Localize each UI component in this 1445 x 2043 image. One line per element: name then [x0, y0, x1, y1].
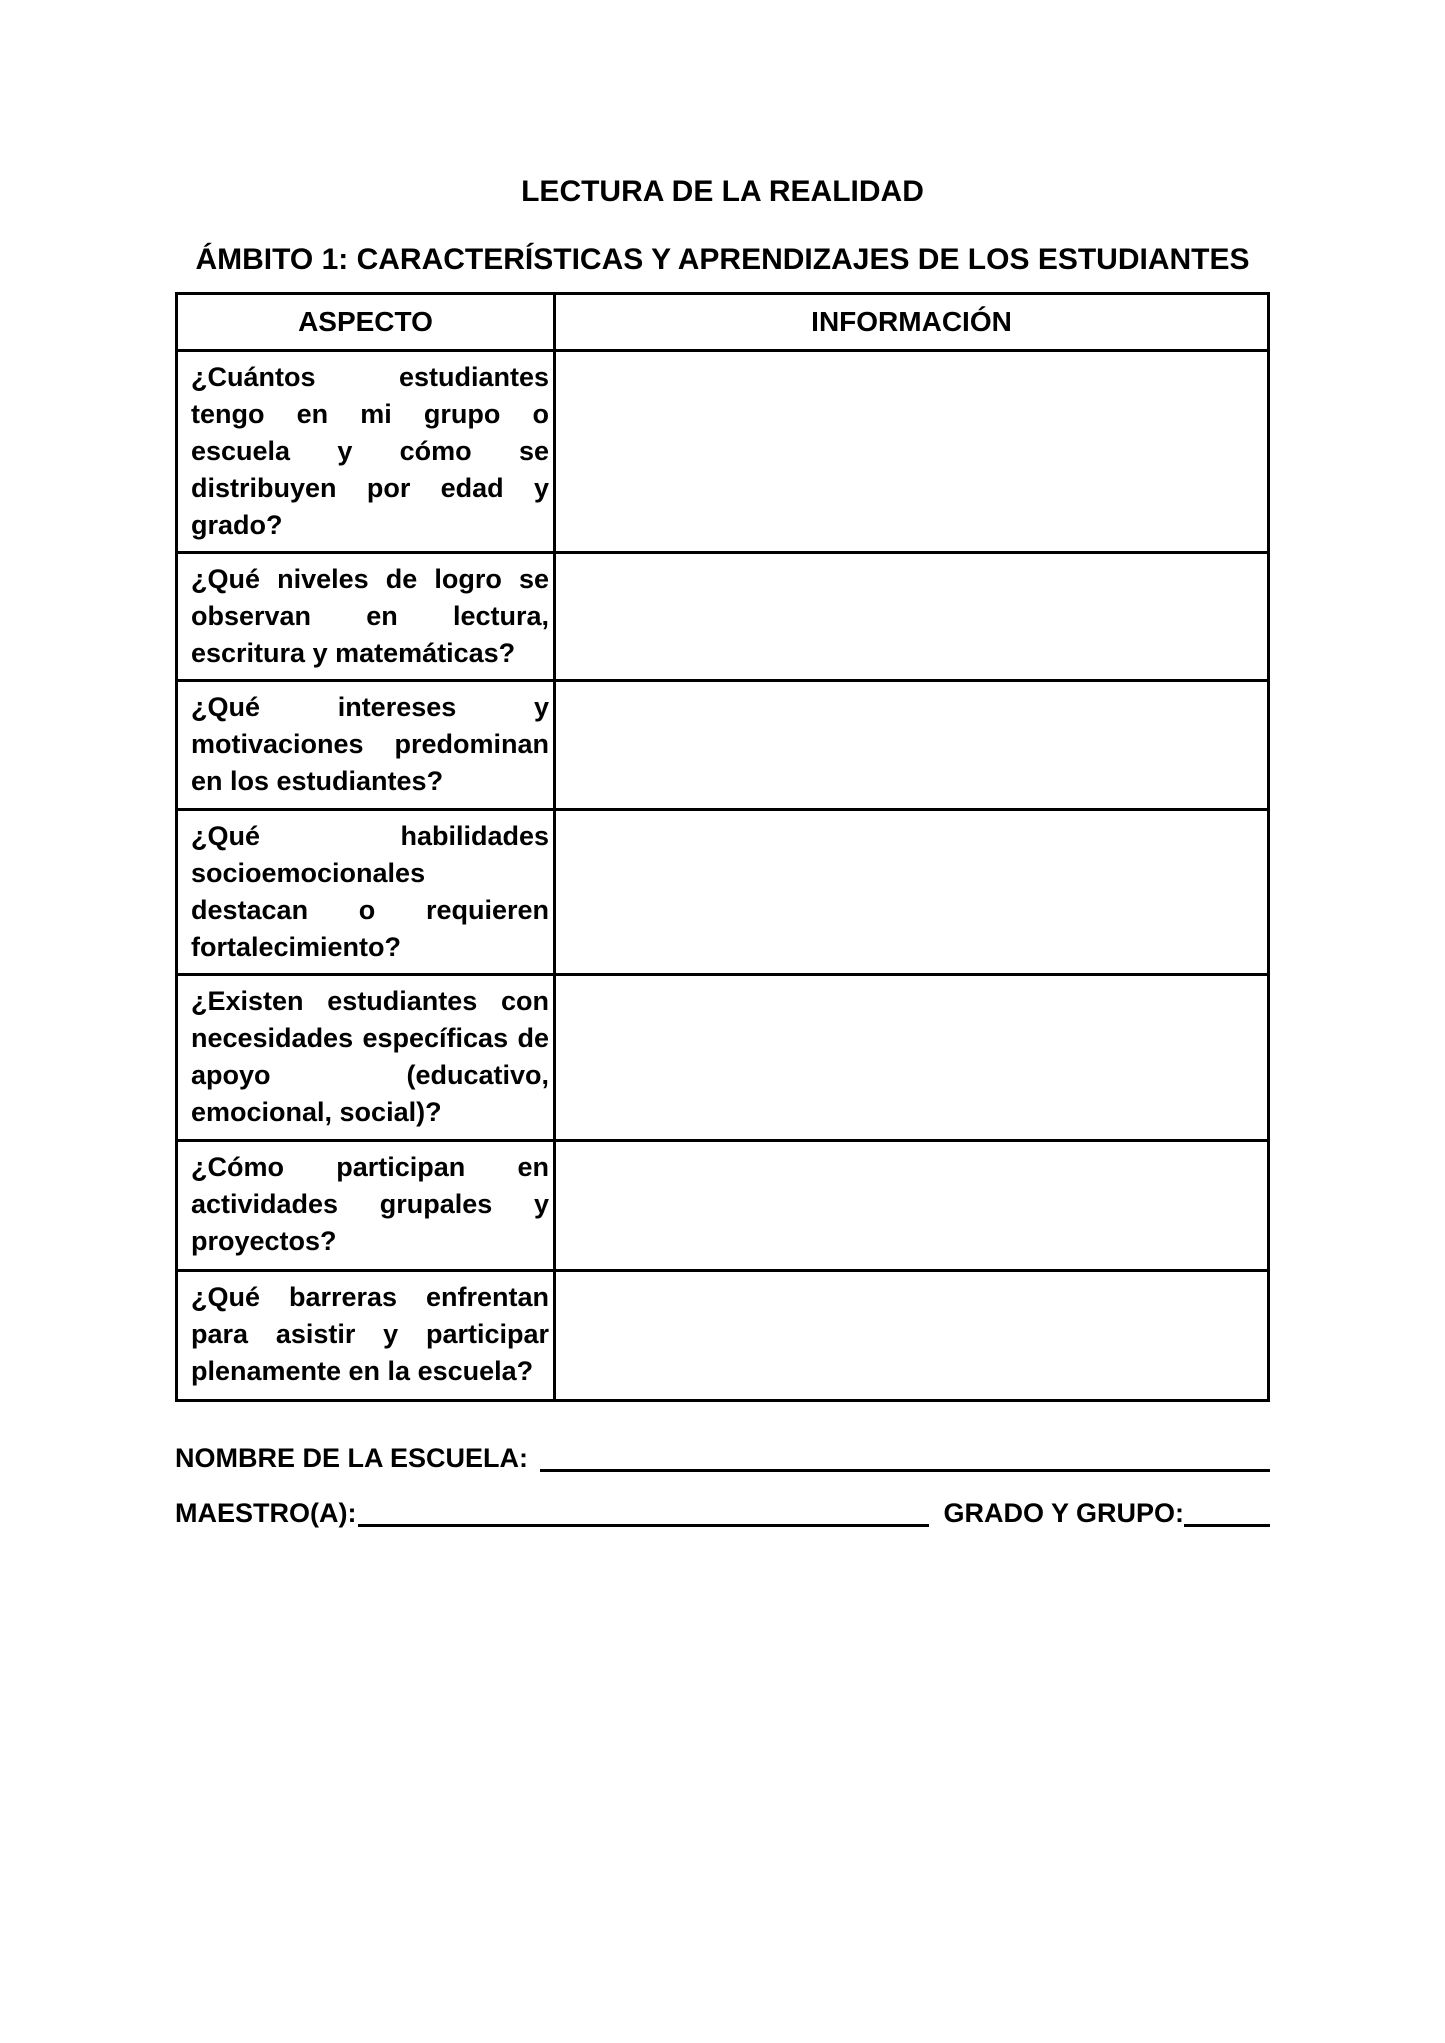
- section-heading: ÁMBITO 1: CARACTERÍSTICAS Y APRENDIZAJES DE LOS ESTUDIANTES: [195, 243, 1250, 276]
- teacher-label: MAESTRO(A):: [175, 1498, 357, 1528]
- aspecto-cell: ¿Qué niveles de logro se observan en lectura, escritura y matemáticas?: [177, 553, 555, 681]
- table-row: [177, 1271, 1269, 1401]
- table-row: [177, 681, 1269, 810]
- school-name-field-row: [175, 1442, 1270, 1474]
- school-name-blank-line: [540, 1463, 1270, 1472]
- aspecto-cell: ¿Qué intereses y motivaciones predominan en los estudiantes?: [177, 681, 555, 810]
- table-row: [177, 975, 1269, 1141]
- aspecto-cell: ¿Existen estudiantes con necesidades específicas de apoyo (educativo, emocional, social)?: [177, 975, 555, 1141]
- document-title: LECTURA DE LA REALIDAD: [521, 175, 924, 208]
- informacion-cell: [555, 553, 1269, 681]
- table-row: [177, 1141, 1269, 1271]
- informacion-cell: [555, 1271, 1269, 1401]
- aspecto-cell: ¿Qué barreras enfrentan para asistir y participar plenamente en la escuela?: [177, 1271, 555, 1401]
- teacher-field-row: [175, 1497, 1270, 1529]
- aspecto-cell: ¿Cómo participan en actividades grupales y proyectos?: [177, 1141, 555, 1271]
- aspecto-cell: ¿Cuántos estudiantes tengo en mi grupo o escuela y cómo se distribuyen por edad y grado?: [177, 351, 555, 553]
- informacion-cell: [555, 975, 1269, 1141]
- teacher-blank-line: [358, 1518, 929, 1527]
- column-header-aspecto: ASPECTO: [177, 294, 555, 351]
- school-name-label: NOMBRE DE LA ESCUELA:: [175, 1443, 529, 1473]
- grade-group-blank-line: [1184, 1518, 1270, 1527]
- document-content: [175, 0, 1270, 1529]
- informacion-cell: [555, 351, 1269, 553]
- informacion-cell: [555, 681, 1269, 810]
- grade-group-label: GRADO Y GRUPO:: [943, 1498, 1184, 1528]
- table-row: [177, 810, 1269, 975]
- table-header-row: [177, 294, 1269, 351]
- aspecto-cell: ¿Qué habilidades socioemocionales destacan o requieren fortalecimiento?: [177, 810, 555, 975]
- aspect-information-table: [175, 292, 1270, 1402]
- table-row: [177, 553, 1269, 681]
- table-row: [177, 351, 1269, 553]
- informacion-cell: [555, 1141, 1269, 1271]
- column-header-informacion: INFORMACIÓN: [555, 294, 1269, 351]
- informacion-cell: [555, 810, 1269, 975]
